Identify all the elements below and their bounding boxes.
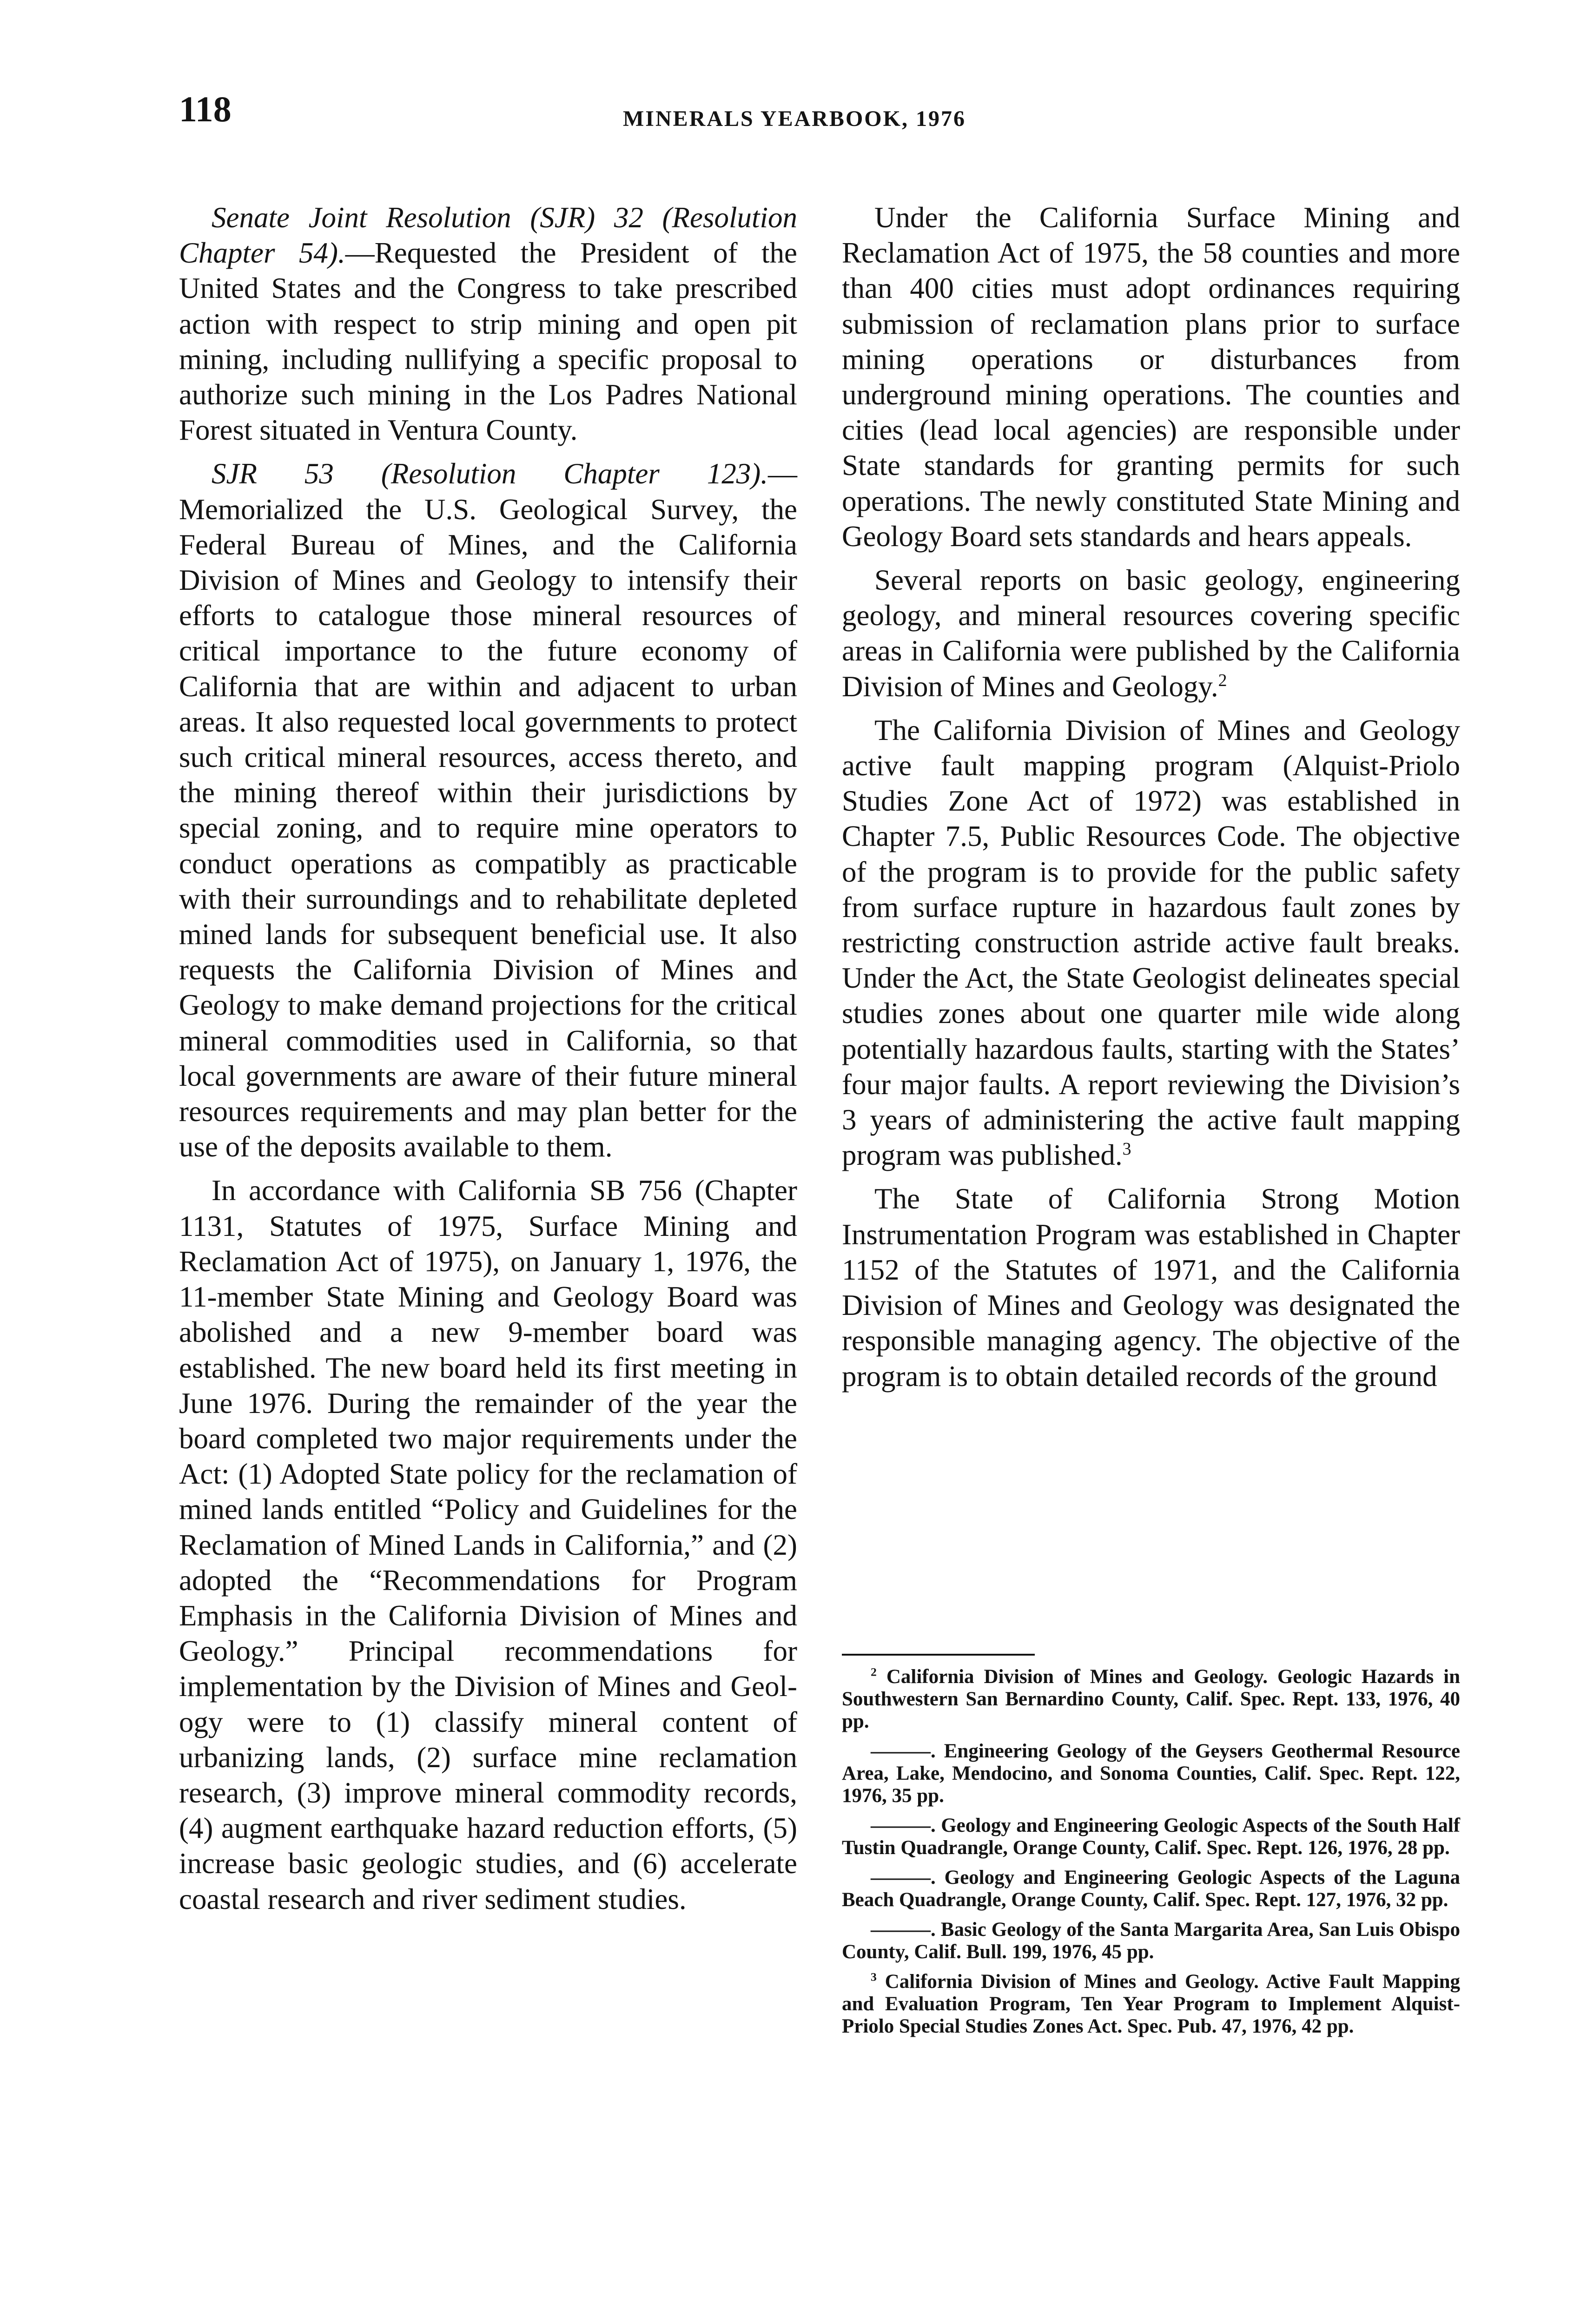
paragraph-body-sjr-32: —Requested the President of the United States and the Congress to take prescribed action with respect to strip mining and open pit mining, including nullifying a specific proposal to authorize such mining in the Los Padres National Forest situated in Ventura County. bbox=[179, 237, 798, 447]
left-column bbox=[179, 200, 797, 1925]
paragraph-strong-motion: The State of California Strong Motion Instrumentation Program was established in Chapter 1152 of the Statutes of 1971, and the California Division of Mines and Geology was designated the responsible managing agency. The objective of the program is to obtain detailed records of the ground bbox=[842, 1182, 1460, 1393]
footnote-text: California Division of Mines and Geology. Geologic Hazards in Southwestern San Bernardino County, Calif. Spec. Rept. 133, 1976, 40 pp. bbox=[842, 1666, 1460, 1732]
footnote-3 bbox=[842, 1971, 1460, 2038]
footnote-ref-2: 2 bbox=[1218, 670, 1227, 690]
page-number: 118 bbox=[179, 89, 231, 129]
footnotes bbox=[842, 1654, 1460, 2045]
paragraph-sjr-53 bbox=[179, 456, 797, 1164]
footnote-2 bbox=[842, 1666, 1460, 1733]
paragraph-sb-756: In accordance with California SB 756 (Chapter 1131, Statutes of 1975, Surface Mining and Reclamation Act of 1975), on January 1, 1976, the 11-member State Mining and Geology Board was abolished and a new 9-member board was established. The new board held its first meeting in June 1976. During the remainder of the year the board completed two major requirements under the Act: (1) Adopted State policy for the reclamation of mined lands entitled “Policy and Guidelines for the Reclamation of Mined Lands in California,” and (2) adopted the “Recommendations for Program Emphasis in the California Division of Mines and Geology.” Principal recommendations for implementation by the Division of Mines and Geology were to (1) classify mineral content of urbanizing lands, (2) surface mine reclamation research, (3) improve mineral commodity records, (4) augment earthquake hazard reduction efforts, (5) increase basic geologic studies, and (6) accelerate coastal research and river sediment studies. bbox=[179, 1174, 797, 1915]
paragraph-sjr-32 bbox=[179, 200, 797, 448]
footnote-2d: ———. Geology and Engineering Geologic Aspects of the Laguna Beach Quadrangle, Orange County, Calif. Spec. Rept. 127, 1976, 32 pp. bbox=[842, 1867, 1460, 1911]
paragraph-fault-mapping bbox=[842, 713, 1460, 1173]
paragraph-geology-reports bbox=[842, 562, 1460, 704]
footnote-text: California Division of Mines and Geology. Active Fault Mapping and Evaluation Program, Ten Year Program to Implement Alquist-Priolo Special Studies Zones Act. Spec. Pub. 47, 1976, 42 pp. bbox=[842, 1971, 1460, 2037]
footnote-2c: ———. Geology and Engineering Geologic Aspects of the South Half Tustin Quadrangle, Orange County, Calif. Spec. Rept. 126, 1976, 28 pp. bbox=[842, 1815, 1460, 1859]
footnote-ref-3: 3 bbox=[1122, 1139, 1131, 1159]
paragraph-body-fault-mapping: The California Division of Mines and Geology active fault mapping program (Alquist-Priolo Studies Zone Act of 1972) was established in Chapter 7.5, Public Resources Code. The objective of the program is to provide for the public safety from surface rupture in hazardous fault zones by restricting construction astride active fault breaks. Under the Act, the State Geologist delineates special studies zones about one quarter mile wide along potentially hazardous faults, starting with the States’ four major faults. A report reviewing the Division’s 3 years of administering the active fault mapping program was published. bbox=[842, 713, 1460, 1172]
paragraph-surface-mining-act: Under the California Surface Mining and Reclamation Act of 1975, the 58 counties and more than 400 cities must adopt ordinances requiring submission of reclamation plans prior to surface mining operations or disturbances from underground mining operations. The counties and cities (lead local agencies) are responsible under State standards for granting permits for such operations. The newly constituted State Mining and Geology Board sets standards and hears appeals. bbox=[842, 201, 1460, 553]
paragraph-body-geology-reports: Several reports on basic geology, engineering geology, and mineral resources covering specific areas in California were published by the California Division of Mines and Geology. bbox=[842, 564, 1460, 703]
footnote-2b: ———. Engineering Geology of the Geysers Geothermal Resource Area, Lake, Mendocino, and Sonoma Counties, Calif. Spec. Rept. 122, 1976, 35 pp. bbox=[842, 1740, 1460, 1807]
right-column bbox=[842, 200, 1460, 1402]
running-head: MINERALS YEARBOOK, 1976 bbox=[623, 106, 966, 131]
footnote-mark-2: 2 bbox=[871, 1665, 877, 1679]
footnote-2e: ———. Basic Geology of the Santa Margarita Area, San Luis Obispo County, Calif. Bull. 199, 1976, 45 pp. bbox=[842, 1919, 1460, 1963]
footnote-rule bbox=[842, 1654, 1035, 1656]
paragraph-body-sjr-53: — Memorialized the U.S. Geological Survey, the Federal Bureau of Mines, and the California Division of Mines and Geology to intensify their efforts to catalogue those mineral resources of critical importance to the future economy of California that are within and adjacent to urban areas. It also requested local governments to protect such critical mineral resources, access thereto, and the mining thereof within their jurisdictions by special zoning, and to require mine operators to conduct operations as compatibly as practicable with their surroundings and to rehabilitate depleted mined lands for subsequent beneficial use. It also requests the California Division of Mines and Geology to make demand projections for the critical mineral commodities used in California, so that local governments are aware of their future mineral resources requirements and may plan better for the use of the deposits available to them. bbox=[179, 457, 797, 1163]
paragraph-lead-sjr-32: Senate Joint Resolution (SJR) 32 (Resolution Chapter 54). bbox=[179, 201, 797, 270]
footnote-mark-3: 3 bbox=[871, 1970, 877, 1984]
paragraph-lead-sjr-53: SJR 53 (Resolution Chapter 123). bbox=[212, 457, 768, 490]
